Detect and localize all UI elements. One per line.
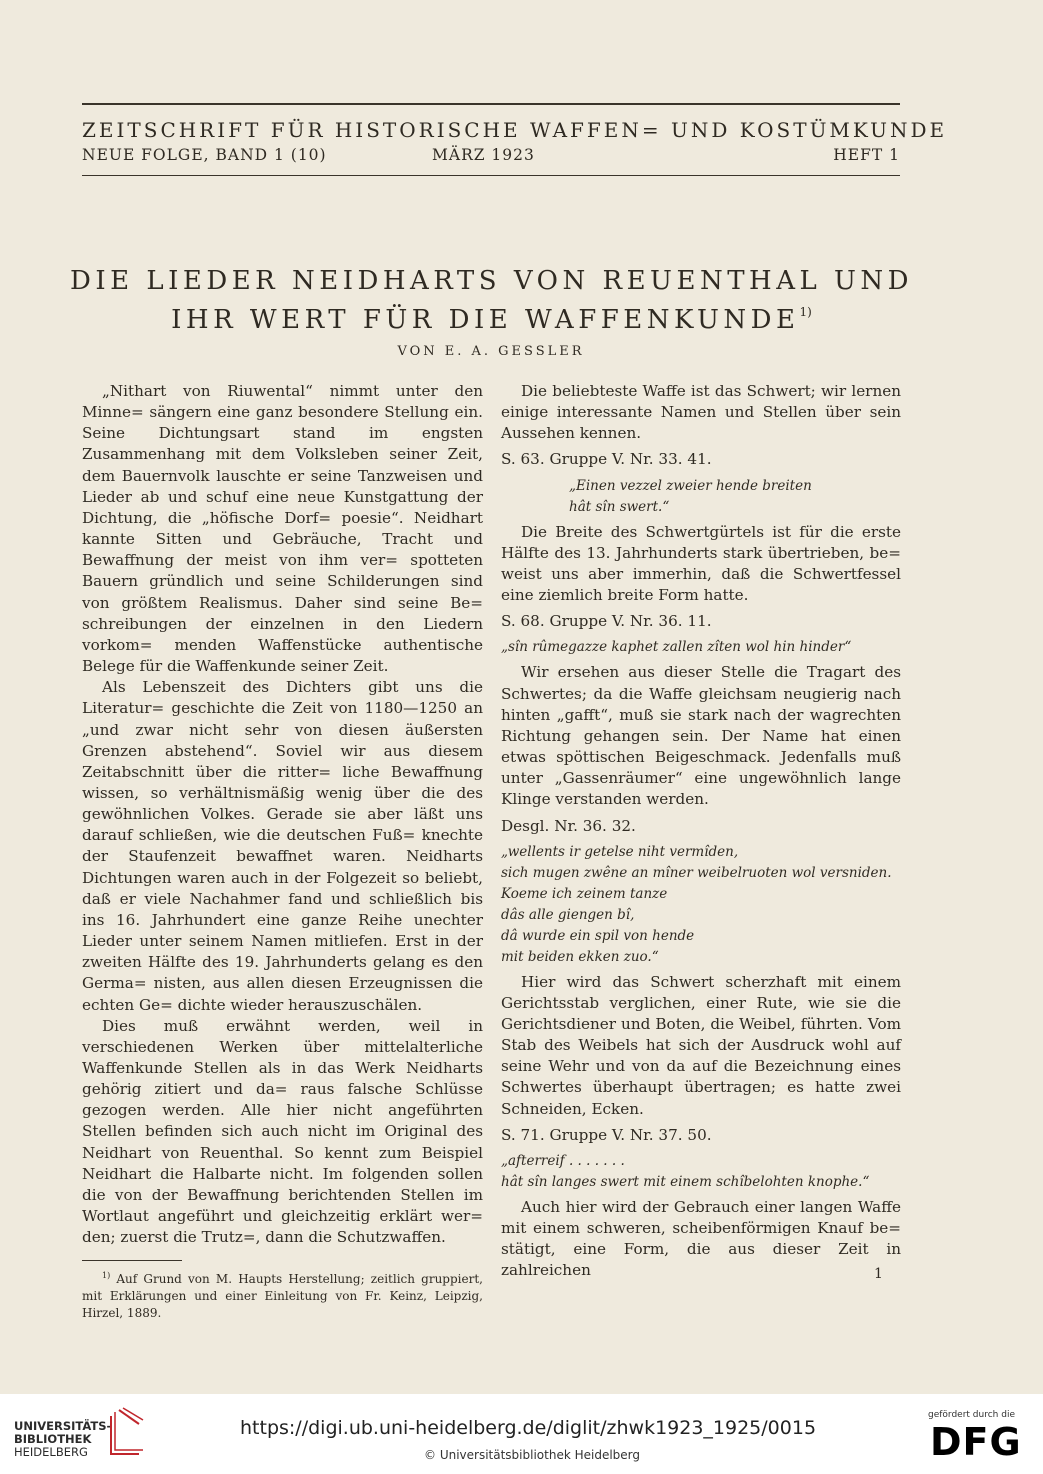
footnote-mark: 1) [102,1271,111,1281]
right-column [501,381,901,1282]
right-paragraph-3: Wir ersehen aus dieser Stelle die Tragart des Schwertes; da die Waffe gleichsam neugierig nach hinten „gafft“, muß sie stark nach der wagrechten Richtung gehangen sein. Der Name hat einen etwas spöttischen Beigeschmack. Jedenfalls muß unter „Gassenräumer“ eine ungewöhnlich lange Klinge verstanden werden. [501,663,901,809]
series-label: NEUE FOLGE, BAND 1 (10) [82,146,327,164]
page-number: 1 [874,1266,883,1282]
quote-4-line-2: hât sîn langes swert mit einem schîbelohten knophe.“ [501,1173,870,1190]
left-paragraph-2: Als Lebenszeit des Dichters gibt uns die Literatur= geschichte die Zeit von 1180—1250 an „und zwar nicht sehr von diesen äußersten Grenzen abstehend“. Soviel wir aus diesem Zeitabschnitt über die ritter= liche Bewaffnung wissen, so verhältnismäßig wenig über die des gewöhnlichen Volkes. Gerade sie aber läßt uns darauf schließen, wie die deutschen Fuß= knechte der Staufenzeit bewaffnet waren. Neidharts Dichtungen waren auch in der Folgezeit so beliebt, daß er viele Nachahmer fand und schließlich bis ins 16. Jahrhundert eine ganze Reihe unechter Lieder unter seinem Namen mitliefen. Erst in der zweiten Hälfte des 19. Jahrhunderts gelang es den Germa= nisten, aus allen diesen Erzeugnissen die echten Ge= dichte wieder herauszuschälen. [82,678,483,1014]
reference-4: S. 71. Gruppe V. Nr. 37. 50. [501,1125,712,1144]
quote-3 [501,842,901,968]
left-paragraph-1: „Nithart von Riuwental“ nimmt unter den Minne= sängern eine ganz besondere Stellung ein. Seine Dichtungsart stand im engsten Zusammenhang mit dem Volksleben seiner Zeit, dem Bauernvolk lauschte er seine Tanzweisen und Lieder ab und schuf eine neue Kunstgattung der Dichtung, die „höfische Dorf= poesie“. Neidhart kannte Sitten und Gebräuche, Tracht und Bewaffnung der meist von ihm ver= spotteten Bauern gründlich und seine Schilderungen sind von größtem Realismus. Daher sind seine Be= schreibungen der einzelnen in den Liedern vorkom= menden Waffenstücke authentische Belege für die Waffenkunde seiner Zeit. [82,382,483,676]
copyright-notice: © Universitätsbibliothek Heidelberg [424,1448,641,1462]
quote-4 [501,1151,901,1193]
right-paragraph-4: Hier wird das Schwert scherzhaft mit einem Gerichtsstab verglichen, einer Rute, wie sie die Gerichtsdiener und Boten, die Weibel, führten. Vom Stab des Weibels hat sich der Ausdruck wohl auf seine Wehr und von da auf die Bezeichnung eines Schwertes überhaupt übertragen; es hatte zwei Schneiden, Ecken. [501,972,901,1118]
left-column [82,381,483,1322]
issue-date: MÄRZ 1923 [432,146,535,164]
right-paragraph-2: Die Breite des Schwertgürtels ist für die erste Hälfte des 13. Jahrhunderts stark übertrieben, be= weist uns aber immerhin, daß die Schwertfessel eine ziemlich breite Form hatte. [501,522,901,605]
reference-3: Desgl. Nr. 36. 32. [501,816,636,835]
library-name-line-1: UNIVERSITÄTS- [14,1419,112,1433]
quote-3-line-1: „wellents ir getelse niht vermîden, [501,843,739,860]
quote-1-line-2: hât sîn swert.“ [569,498,670,515]
right-paragraph-5: Auch hier wird der Gebrauch einer langen Waffe mit einem schweren, scheibenförmigen Knauf be= stätigt, eine Form, die aus dieser Zeit in zahlreichen [501,1197,901,1280]
quote-3-line-4: dâs alle giengen bî, [501,906,635,923]
issue-number: HEFT 1 [833,146,900,164]
quote-3-line-2: sich mugen zwêne an mîner weibelruoten wol versniden. [501,864,892,881]
library-name-line-2: BIBLIOTHEK [14,1432,92,1446]
quote-3-line-3: Koeme ich zeinem tanze [501,885,668,902]
reference-2: S. 68. Gruppe V. Nr. 36. 11. [501,612,712,631]
quote-3-line-6: mit beiden ekken zuo.“ [501,948,659,965]
permalink-url[interactable]: https://digi.ub.uni-heidelberg.de/diglit/zhwk1923_1925/0015 [240,1417,817,1439]
article-title [60,266,923,336]
left-paragraph-3: Dies muß erwähnt werden, weil in verschiedenen Werken über mittelalterliche Waffenkunde Stellen als in das Werk Neidharts gehörig zitiert und da= raus falsche Schlüsse gezogen werden. Alle hier nicht angeführten Stellen befinden sich auch nicht im Original des Neidhart von Reuenthal. So kennt zum Beispiel Neidhart die Halbarte nicht. Im folgenden sollen die von der Bewaffnung berichtenden Stellen im Wortlaut angeführt und gleichzeitig erklärt wer= den; zuerst die Trutz=, dann die Schutzwaffen. [82,1016,483,1247]
library-name-line-3: HEIDELBERG [14,1445,88,1459]
author-byline: VON E. A. GESSLER [397,344,585,359]
footnote [82,1267,483,1322]
quote-4-line-1: „afterreif . . . . . . . [501,1152,625,1169]
header-bottom-rule [82,175,900,176]
reference-1: S. 63. Gruppe V. Nr. 33. 41. [501,450,712,469]
library-name[interactable] [14,1420,111,1459]
right-paragraph-1: Die beliebteste Waffe ist das Schwert; wir lernen einige interessante Namen und Stellen über sein Aussehen kennen. [501,382,901,443]
article-title-line-2-text: IHR WERT FÜR DIE WAFFENKUNDE [171,305,800,335]
quote-1-line-1: „Einen vezzel zweier hende breiten [569,477,812,494]
footnote-rule [82,1260,182,1261]
quote-3-line-5: dâ wurde ein spil von hende [501,927,695,944]
title-footnote-mark: 1) [799,305,812,319]
footnote-text: Auf Grund von M. Haupts Herstellung; zeitlich gruppiert, mit Erklärungen und einer Einleitung von Fr. Keinz, Leipzig, Hirzel, 1889. [82,1272,483,1321]
library-logo-icon[interactable] [105,1404,145,1460]
funder-label: gefördert durch die [928,1410,1015,1420]
footer-bar [0,1394,1043,1474]
article-title-line-2 [60,297,923,336]
journal-title: ZEITSCHRIFT FÜR HISTORISCHE WAFFEN= UND KOSTÜMKUNDE [82,118,948,142]
article-title-line-1: DIE LIEDER NEIDHARTS VON REUENTHAL UND [69,266,914,296]
quote-1 [501,476,901,518]
header-top-rule [82,103,900,105]
quote-2: „sîn rûmegazze kaphet zallen zîten wol hin hinder“ [501,639,852,656]
dfg-logo[interactable]: DFG [930,1420,1022,1464]
